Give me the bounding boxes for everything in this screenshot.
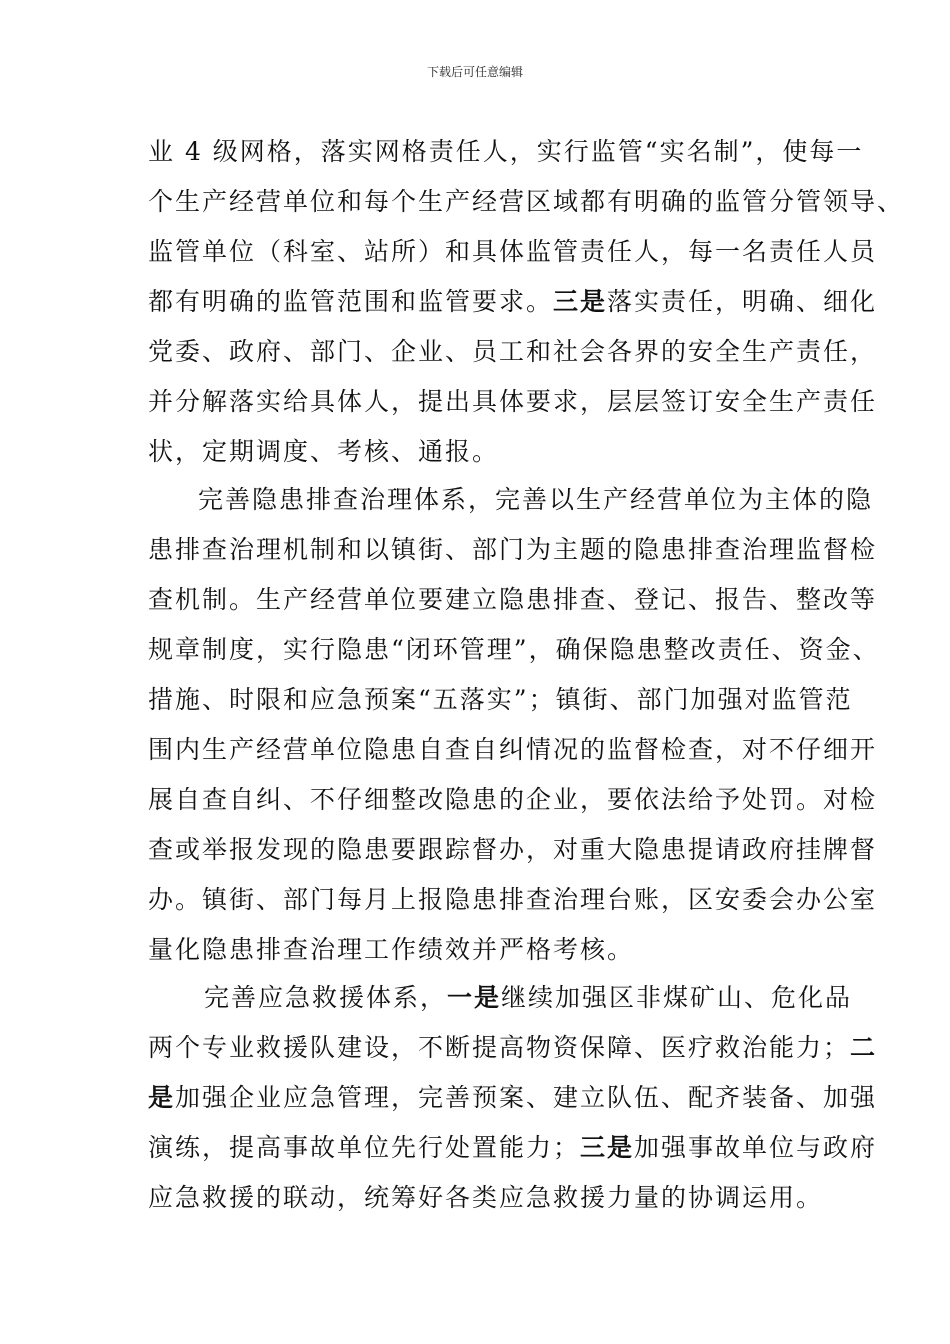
text-line <box>148 835 877 865</box>
text-line <box>148 685 853 715</box>
line-text: 展自查自纠、不仔细整改隐患的企业，要依法给予处罚。对检 <box>148 785 878 814</box>
line-text: 完善隐患排查治理体系，完善以生产经营单位为主体的隐 <box>198 485 874 514</box>
line-text: 加强企业应急管理，完善预案、建立队伍、配齐装备、加强 <box>175 1083 878 1112</box>
line-text: 查机制。生产经营单位要建立隐患排查、登记、报告、整改等 <box>148 585 878 614</box>
text-line <box>148 187 904 217</box>
text-line <box>148 137 863 167</box>
line-text: 落实责任，明确、细化 <box>607 287 878 316</box>
line-text: 业 4 级网格，落实网格责任人，实行监管“实名制”，使每一 <box>148 137 864 166</box>
line-text: 量化隐患排查治理工作绩效并严格考核。 <box>148 935 635 964</box>
emphasis-text: 三是 <box>553 287 608 316</box>
line-text: 状，定期调度、考核、通报。 <box>148 437 500 466</box>
line-text: 演练，提高事故单位先行处置能力； <box>148 1133 581 1162</box>
text-line <box>204 983 852 1013</box>
text-line <box>148 237 877 267</box>
line-text: 措施、时限和应急预案“五落实”；镇街、部门加强对监管范 <box>148 685 853 714</box>
line-text: 应急救援的联动，统筹好各类应急救援力量的协调运用。 <box>148 1183 824 1212</box>
text-line <box>148 1083 877 1113</box>
line-text: 继续加强区非煤矿山、危化品 <box>501 983 853 1012</box>
line-text: 都有明确的监管范围和监管要求。 <box>148 287 554 316</box>
text-line <box>148 287 877 317</box>
line-text: 并分解落实给具体人，提出具体要求，层层签订安全生产责任 <box>148 387 878 416</box>
text-line <box>148 735 877 765</box>
line-text: 党委、政府、部门、企业、员工和社会各界的安全生产责任， <box>148 337 878 366</box>
line-text: 两个专业救援队建设，不断提高物资保障、医疗救治能力； <box>148 1033 851 1062</box>
line-text: 查或举报发现的隐患要跟踪督办，对重大隐患提请政府挂牌督 <box>148 835 878 864</box>
line-text: 围内生产经营单位隐患自查自纠情况的监督检查，对不仔细开 <box>148 735 878 764</box>
line-text: 个生产经营单位和每个生产经营区域都有明确的监管分管领导、 <box>148 187 905 216</box>
line-text: 监管单位（科室、站所）和具体监管责任人，每一名责任人员 <box>148 237 878 266</box>
emphasis-text: 一是 <box>447 983 502 1012</box>
page-header: 下载后可任意编辑 <box>426 65 523 79</box>
text-line <box>148 935 634 965</box>
emphasis-text: 三是 <box>580 1133 635 1162</box>
text-line <box>148 1183 823 1213</box>
text-line <box>148 585 877 615</box>
text-line <box>148 437 499 467</box>
line-text: 办。镇街、部门每月上报隐患排查治理台账，区安委会办公室 <box>148 885 878 914</box>
text-line <box>148 1133 877 1163</box>
text-line <box>148 785 877 815</box>
text-line <box>148 1033 877 1063</box>
line-text: 加强事故单位与政府 <box>634 1133 878 1162</box>
emphasis-text: 二 <box>850 1033 878 1062</box>
text-line <box>148 535 877 565</box>
line-text: 规章制度，实行隐患“闭环管理”，确保隐患整改责任、资金、 <box>148 635 880 664</box>
text-line <box>148 635 880 665</box>
text-line <box>148 387 877 417</box>
text-line <box>148 885 877 915</box>
text-line <box>148 337 877 367</box>
line-text: 完善应急救援体系， <box>204 983 448 1012</box>
line-text: 患排查治理机制和以镇街、部门为主题的隐患排查治理监督检 <box>148 535 878 564</box>
text-line <box>198 485 873 515</box>
emphasis-text: 是 <box>148 1083 176 1112</box>
